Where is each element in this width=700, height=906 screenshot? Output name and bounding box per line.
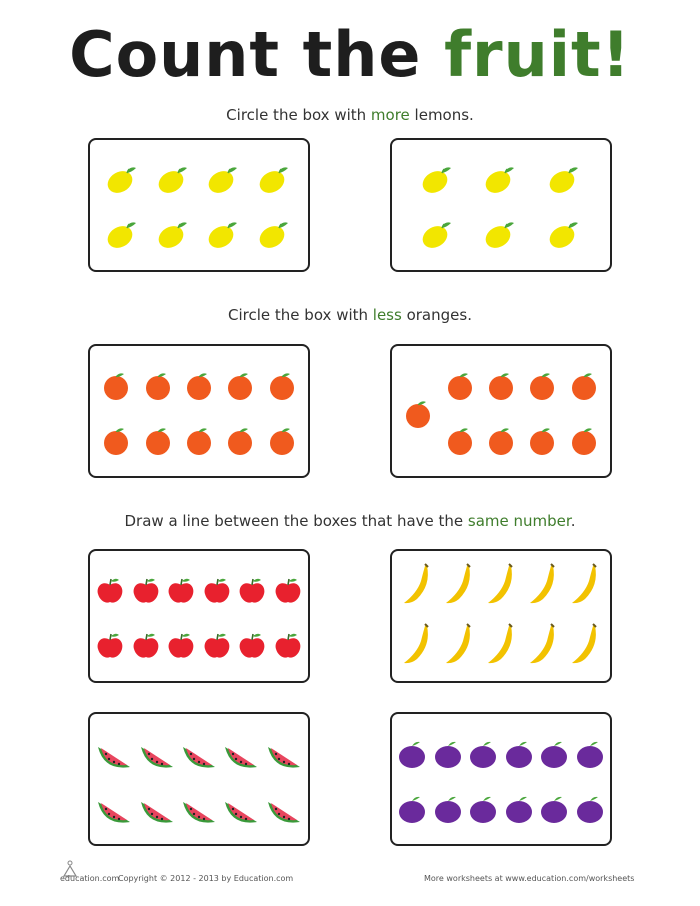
- orange-icon: [445, 426, 475, 460]
- banana-box[interactable]: [390, 549, 612, 683]
- lemon-icon: [547, 220, 581, 254]
- banana-icon: [568, 623, 602, 671]
- watermelon-icon: [181, 739, 217, 777]
- instruction-2: [0, 306, 700, 324]
- lemon-icon: [483, 220, 517, 254]
- instruction-1-end: lemons.: [409, 106, 474, 124]
- watermelon-icon: [96, 794, 132, 832]
- apple-icon: [131, 631, 161, 665]
- lemon-icon: [257, 220, 291, 254]
- lemon-icon: [483, 165, 517, 199]
- plum-icon: [397, 739, 427, 773]
- instruction-1-text: Circle the box with: [226, 106, 371, 124]
- lemon-box-right[interactable]: [390, 138, 612, 272]
- apple-icon: [95, 576, 125, 610]
- orange-icon: [486, 371, 516, 405]
- orange-icon: [486, 426, 516, 460]
- instruction-2-highlight: less: [372, 306, 402, 324]
- apple-icon: [273, 631, 303, 665]
- banana-icon: [442, 563, 476, 611]
- orange-box-left[interactable]: [88, 344, 310, 478]
- watermelon-icon: [139, 794, 175, 832]
- banana-icon: [526, 563, 560, 611]
- plum-icon: [504, 794, 534, 828]
- orange-icon: [225, 371, 255, 405]
- lemon-icon: [206, 165, 240, 199]
- apple-icon: [166, 576, 196, 610]
- orange-icon: [184, 426, 214, 460]
- lemon-icon: [206, 220, 240, 254]
- instruction-2-text: Circle the box with: [228, 306, 373, 324]
- apple-icon: [202, 631, 232, 665]
- banana-icon: [484, 623, 518, 671]
- footer-more-link[interactable]: More worksheets at www.education.com/worksheets: [424, 874, 635, 883]
- banana-icon: [442, 623, 476, 671]
- instruction-2-end: oranges.: [401, 306, 472, 324]
- banana-icon: [400, 623, 434, 671]
- banana-icon: [484, 563, 518, 611]
- footer-logo-text: education.com: [60, 874, 120, 883]
- plum-icon: [468, 739, 498, 773]
- lemon-icon: [156, 220, 190, 254]
- instruction-3: [0, 512, 700, 530]
- apple-icon: [95, 631, 125, 665]
- watermelon-icon: [181, 794, 217, 832]
- lemon-box-left[interactable]: [88, 138, 310, 272]
- plum-icon: [397, 794, 427, 828]
- title-part2: fruit!: [444, 18, 631, 91]
- lemon-icon: [105, 220, 139, 254]
- orange-icon: [143, 426, 173, 460]
- instruction-3-highlight: same number: [467, 512, 571, 530]
- banana-icon: [400, 563, 434, 611]
- watermelon-box[interactable]: [88, 712, 310, 846]
- orange-icon: [184, 371, 214, 405]
- watermelon-icon: [139, 739, 175, 777]
- orange-icon: [143, 371, 173, 405]
- lemon-icon: [105, 165, 139, 199]
- plum-icon: [504, 739, 534, 773]
- instruction-3-text: Draw a line between the boxes that have the: [124, 512, 468, 530]
- plum-box[interactable]: [390, 712, 612, 846]
- instruction-3-end: .: [570, 512, 576, 530]
- lemon-icon: [257, 165, 291, 199]
- orange-icon: [403, 399, 433, 433]
- page-title: [0, 18, 700, 91]
- plum-icon: [575, 739, 605, 773]
- plum-icon: [575, 794, 605, 828]
- footer-copyright: Copyright © 2012 - 2013 by Education.com: [118, 874, 294, 883]
- orange-icon: [267, 371, 297, 405]
- orange-icon: [445, 371, 475, 405]
- apple-icon: [202, 576, 232, 610]
- lemon-icon: [420, 165, 454, 199]
- plum-icon: [539, 794, 569, 828]
- orange-icon: [527, 426, 557, 460]
- apple-icon: [237, 576, 267, 610]
- watermelon-icon: [223, 739, 259, 777]
- orange-icon: [527, 371, 557, 405]
- plum-icon: [433, 794, 463, 828]
- banana-icon: [568, 563, 602, 611]
- banana-icon: [526, 623, 560, 671]
- apple-icon: [273, 576, 303, 610]
- instruction-1-highlight: more: [370, 106, 410, 124]
- plum-icon: [539, 739, 569, 773]
- plum-icon: [433, 739, 463, 773]
- title-part1: Count the: [69, 18, 445, 91]
- orange-icon: [569, 371, 599, 405]
- apple-box[interactable]: [88, 549, 310, 683]
- orange-icon: [267, 426, 297, 460]
- apple-icon: [131, 576, 161, 610]
- orange-box-right[interactable]: [390, 344, 612, 478]
- orange-icon: [101, 426, 131, 460]
- lemon-icon: [547, 165, 581, 199]
- watermelon-icon: [266, 794, 302, 832]
- lemon-icon: [420, 220, 454, 254]
- lemon-icon: [156, 165, 190, 199]
- watermelon-icon: [96, 739, 132, 777]
- orange-icon: [569, 426, 599, 460]
- orange-icon: [101, 371, 131, 405]
- orange-icon: [225, 426, 255, 460]
- apple-icon: [237, 631, 267, 665]
- apple-icon: [166, 631, 196, 665]
- plum-icon: [468, 794, 498, 828]
- watermelon-icon: [266, 739, 302, 777]
- instruction-1: [0, 106, 700, 124]
- watermelon-icon: [223, 794, 259, 832]
